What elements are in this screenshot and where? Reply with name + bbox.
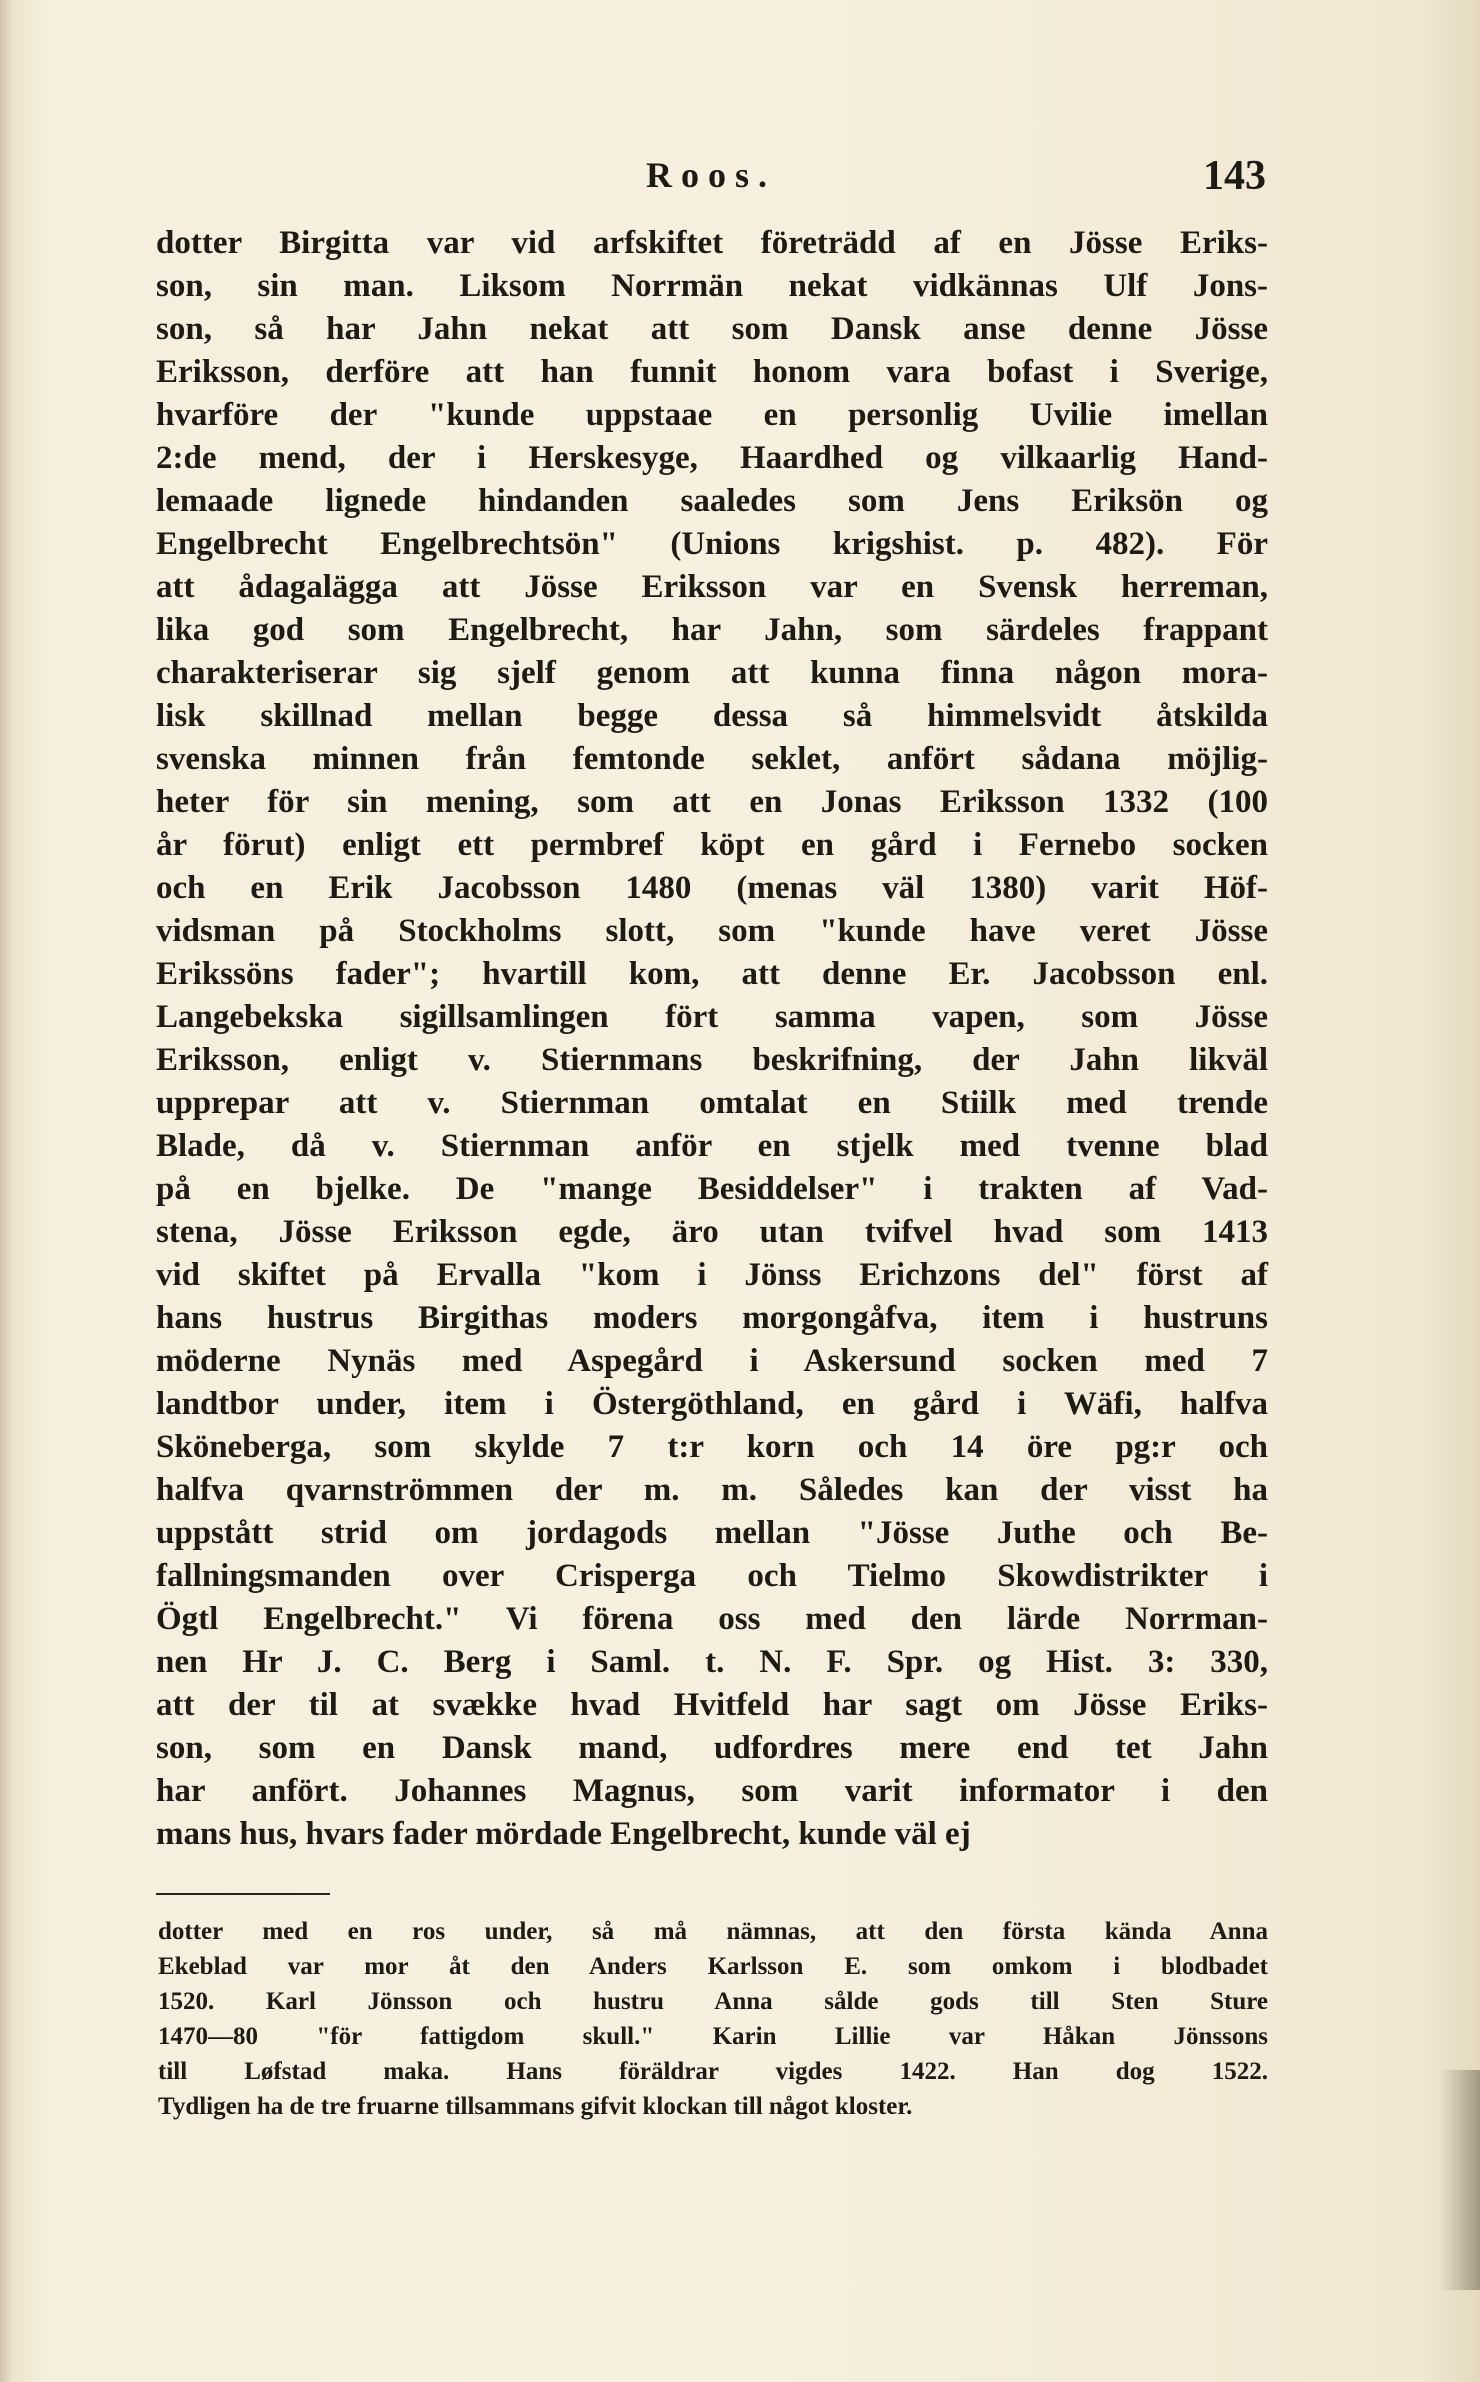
footnote: [158, 1914, 1268, 2124]
footnote-line: 1470—80 "för fattigdom skull." Karin Lillie var Håkan Jönssons: [158, 2023, 1268, 2050]
text-line: hvarföre der "kunde uppstaae en personlig Uvilie imellan: [156, 397, 1268, 433]
text-line: stena, Jösse Eriksson egde, äro utan tvifvel hvad som 1413: [156, 1214, 1268, 1250]
footnote-line: till Løfstad maka. Hans föräldrar vigdes 1422. Han dog 1522.: [158, 2058, 1268, 2085]
text-line: Ögtl Engelbrecht." Vi förena oss med den lärde Norrman-: [156, 1601, 1268, 1637]
main-text: [156, 222, 1268, 1856]
text-line: att der til at svække hvad Hvitfeld har sagt om Jösse Eriks-: [156, 1687, 1268, 1723]
text-line: Erikssöns fader"; hvartill kom, att denne Er. Jacobsson enl.: [156, 956, 1268, 992]
text-line: vid skiftet på Ervalla "kom i Jönss Erichzons del" först af: [156, 1257, 1268, 1293]
text-line: heter för sin mening, som att en Jonas Eriksson 1332 (100: [156, 784, 1268, 820]
text-line: halfva qvarnströmmen der m. m. Således kan der visst ha: [156, 1472, 1268, 1508]
text-line: år förut) enligt ett permbref köpt en gård i Fernebo socken: [156, 827, 1268, 863]
text-line: lemaade lignede hindanden saaledes som Jens Eriksön og: [156, 483, 1268, 519]
text-line: dotter Birgitta var vid arfskiftet företrädd af en Jösse Eriks-: [156, 225, 1268, 261]
text-line: hans hustrus Birgithas moders morgongåfva, item i hustruns: [156, 1300, 1268, 1336]
text-line: Eriksson, enligt v. Stiernmans beskrifning, der Jahn likväl: [156, 1042, 1268, 1078]
footnote-line: Tydligen ha de tre fruarne tillsammans gifvit klockan till något kloster.: [158, 2093, 913, 2120]
running-head: Roos.: [646, 155, 777, 195]
footnote-line: 1520. Karl Jönsson och hustru Anna sålde gods till Sten Sture: [158, 1988, 1268, 2015]
text-line: son, som en Dansk mand, udfordres mere end tet Jahn: [156, 1730, 1268, 1766]
footnote-line: Ekeblad var mor åt den Anders Karlsson E. som omkom i blodbadet: [158, 1953, 1268, 1980]
text-line: mans hus, hvars fader mördade Engelbrecht, kunde väl ej: [156, 1816, 971, 1852]
text-line: nen Hr J. C. Berg i Saml. t. N. F. Spr. og Hist. 3: 330,: [156, 1644, 1268, 1680]
text-line: charakteriserar sig sjelf genom att kunna finna någon mora-: [156, 655, 1268, 691]
footnote-rule: [156, 1893, 330, 1895]
page-number: 143: [1203, 153, 1266, 199]
text-line: lisk skillnad mellan begge dessa så himmelsvidt åtskilda: [156, 698, 1268, 734]
text-line: upprepar att v. Stiernman omtalat en Stiilk med trende: [156, 1085, 1268, 1121]
text-line: har anfört. Johannes Magnus, som varit informator i den: [156, 1773, 1268, 1809]
text-line: lika god som Engelbrecht, har Jahn, som särdeles frappant: [156, 612, 1268, 648]
text-line: Engelbrecht Engelbrechtsön" (Unions krigshist. p. 482). För: [156, 526, 1268, 562]
text-line: och en Erik Jacobsson 1480 (menas väl 1380) varit Höf-: [156, 870, 1268, 906]
text-line: Langebekska sigillsamlingen fört samma vapen, som Jösse: [156, 999, 1268, 1035]
text-line: landtbor under, item i Östergöthland, en gård i Wäfi, halfva: [156, 1386, 1268, 1422]
page-edge-shadow: [1440, 2070, 1480, 2290]
text-line: son, sin man. Liksom Norrmän nekat vidkännas Ulf Jons-: [156, 268, 1268, 304]
page-gutter: [0, 0, 14, 2382]
text-line: Sköneberga, som skylde 7 t:r korn och 14 öre pg:r och: [156, 1429, 1268, 1465]
text-line: på en bjelke. De "mange Besiddelser" i trakten af Vad-: [156, 1171, 1268, 1207]
text-line: svenska minnen från femtonde seklet, anfört sådana möjlig-: [156, 741, 1268, 777]
text-line: möderne Nynäs med Aspegård i Askersund socken med 7: [156, 1343, 1268, 1379]
text-line: att ådagalägga att Jösse Eriksson var en Svensk herreman,: [156, 569, 1268, 605]
text-line: son, så har Jahn nekat att som Dansk anse denne Jösse: [156, 311, 1268, 347]
page-header: [156, 152, 1266, 202]
text-line: vidsman på Stockholms slott, som "kunde have veret Jösse: [156, 913, 1268, 949]
text-line: fallningsmanden over Crisperga och Tielmo Skowdistrikter i: [156, 1558, 1268, 1594]
text-line: uppstått strid om jordagods mellan "Jösse Juthe och Be-: [156, 1515, 1268, 1551]
text-line: 2:de mend, der i Herskesyge, Haardhed og vilkaarlig Hand-: [156, 440, 1268, 476]
text-line: Eriksson, derföre att han funnit honom vara bofast i Sverige,: [156, 354, 1268, 390]
footnote-line: dotter med en ros under, så må nämnas, att den första kända Anna: [158, 1918, 1268, 1945]
text-line: Blade, då v. Stiernman anför en stjelk med tvenne blad: [156, 1128, 1268, 1164]
